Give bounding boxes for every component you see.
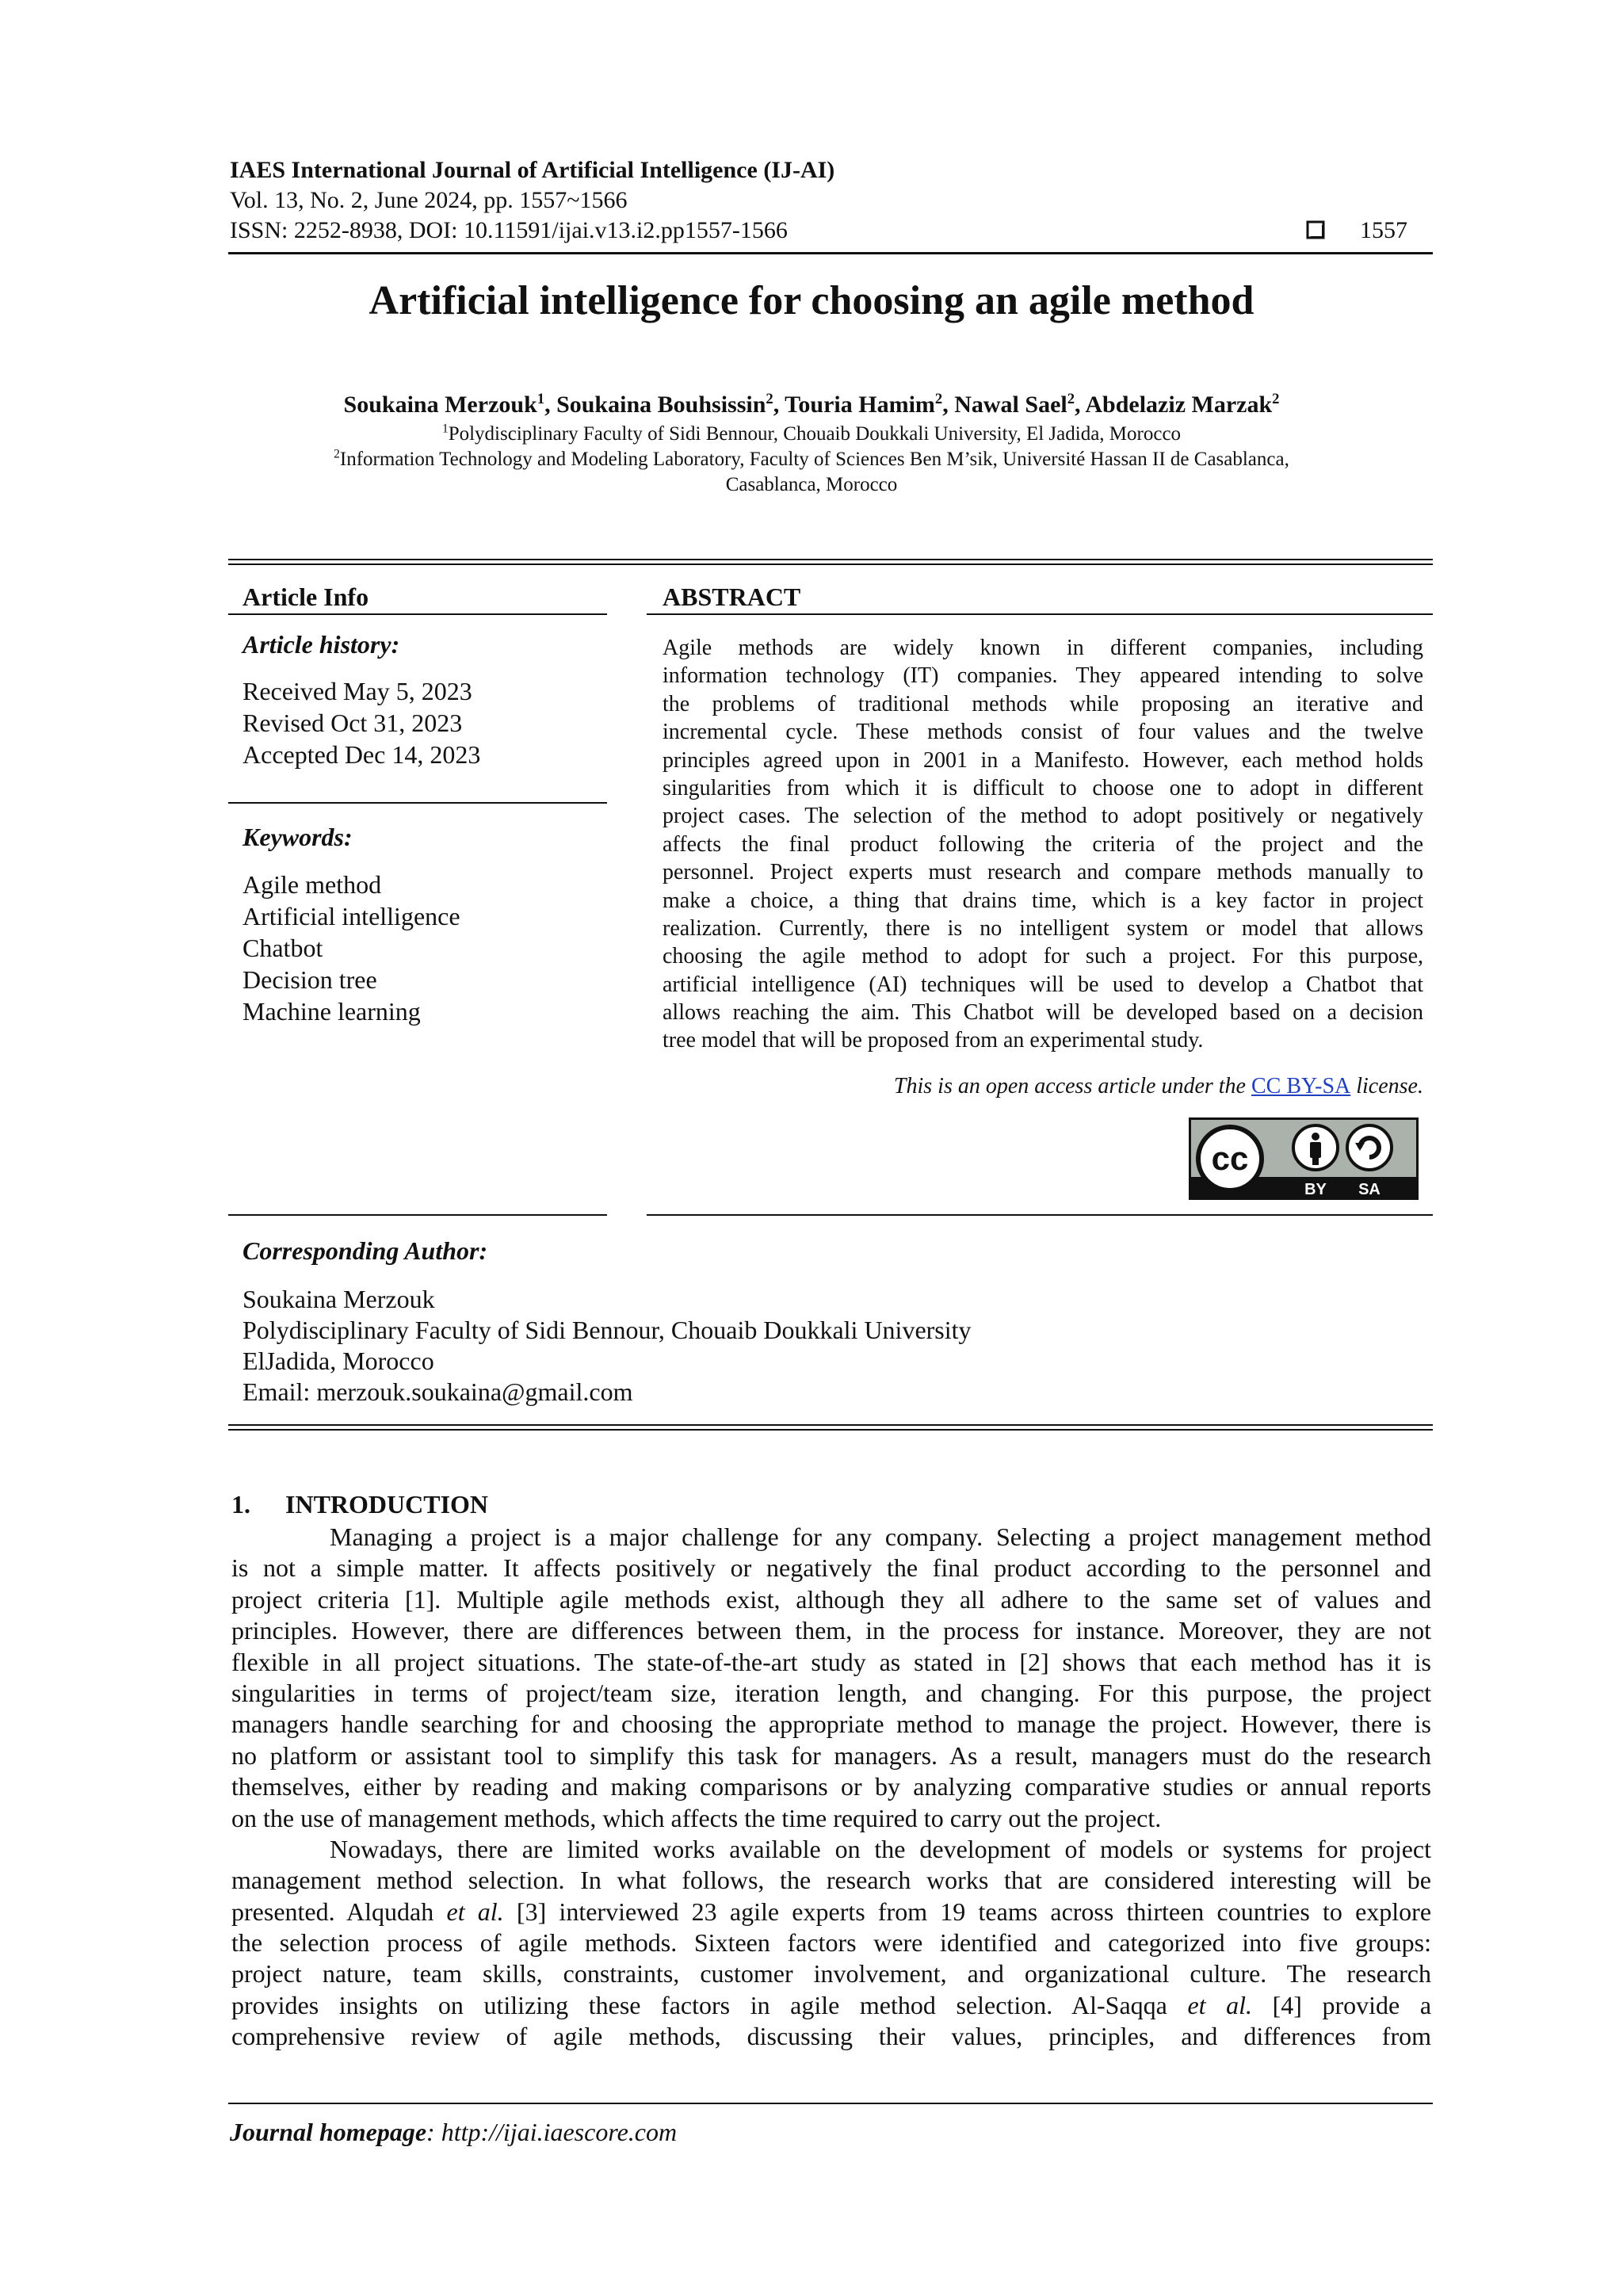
affiliation-mark: 2 bbox=[334, 447, 340, 461]
author-aff-mark: 2 bbox=[1272, 391, 1280, 407]
author-aff-mark: 2 bbox=[934, 391, 943, 407]
journal-volume: Vol. 13, No. 2, June 2024, pp. 1557~1566 bbox=[230, 187, 628, 213]
body-line: principles. However, there are differences between them, in the process for instance. Moreover, they are not bbox=[231, 1616, 1431, 1645]
journal-homepage bbox=[230, 2118, 677, 2147]
abstract-line: project cases. The selection of the method to adopt positively or negatively bbox=[663, 804, 1423, 829]
info-box-bottom-rule bbox=[228, 1424, 1433, 1426]
et-al: et al. bbox=[1187, 1990, 1253, 2019]
abstract-line: information technology (IT) companies. They appeared intending to solve bbox=[663, 663, 1423, 689]
body-text: [3] interviewed 23 agile experts from 19 teams across thirteen countries to explore bbox=[516, 1897, 1432, 1926]
license-prefix: This is an open access article under the bbox=[893, 1074, 1246, 1098]
body-line: is not a simple matter. It affects positively or negatively the final product according to the personnel and bbox=[231, 1553, 1431, 1583]
author-name: Soukaina Bouhsissin bbox=[556, 392, 766, 418]
author-name: Touria Hamim bbox=[785, 392, 935, 418]
received-date: Received May 5, 2023 bbox=[242, 677, 472, 705]
license-suffix: license. bbox=[1356, 1074, 1423, 1098]
article-history-heading: Article history: bbox=[242, 630, 400, 659]
license-notice bbox=[894, 1074, 1423, 1099]
info-box-top-rule bbox=[228, 559, 1433, 560]
abstract-heading: ABSTRACT bbox=[663, 583, 801, 611]
body-text: [4] provide a bbox=[1272, 1990, 1432, 2019]
body-line: the selection process of agile methods. Sixteen factors were identified and categorized into five groups: bbox=[231, 1928, 1431, 1958]
attribution-person-icon bbox=[1293, 1125, 1338, 1170]
body-line: singularities in terms of project/team size, iteration length, and changing. For this purpose, the project bbox=[231, 1678, 1431, 1707]
journal-issn: ISSN: 2252-8938, DOI: 10.11591/ijai.v13.i2.pp1557-1566 bbox=[230, 217, 788, 243]
abstract-line: principles agreed upon in 2001 in a Manifesto. However, each method holds bbox=[663, 747, 1423, 773]
author-aff-mark: 1 bbox=[537, 391, 545, 407]
introduction-body bbox=[231, 1522, 1431, 2053]
affiliation-mark: 1 bbox=[441, 422, 449, 436]
abstract-line: affects the final product following the criteria of the project and the bbox=[663, 831, 1423, 857]
et-al: et al. bbox=[446, 1897, 504, 1926]
abstract-rule bbox=[647, 613, 1433, 615]
keyword-item: Machine learning bbox=[242, 997, 421, 1026]
author-name: Abdelaziz Marzak bbox=[1085, 392, 1273, 418]
affiliation-1 bbox=[0, 422, 1623, 447]
author-list: Soukaina Merzouk$^1$, Soukaina Bouhsissin$^2$, Touria Hamim$^2$, Nawal Sael$^2$, Abdelaziz Marzak$^2$ bbox=[343, 391, 1280, 418]
affiliation-2-cont: Casablanca, Morocco bbox=[725, 474, 898, 495]
keyword-item: Agile method bbox=[242, 870, 382, 899]
body-text: presented. Alqudah bbox=[231, 1897, 434, 1926]
corresponding-author-location: ElJadida, Morocco bbox=[242, 1347, 434, 1375]
abstract-line: singularities from which it is difficult to choose one to adopt in different bbox=[663, 775, 1423, 800]
corresponding-author-heading: Corresponding Author: bbox=[242, 1236, 488, 1265]
body-text: provides insights on utilizing these factors in agile method selection. Al-Saqqa bbox=[231, 1990, 1167, 2019]
abstract-line: artificial intelligence (AI) techniques will be used to develop a Chatbot that bbox=[663, 972, 1423, 997]
info-box-bottom-rule-2 bbox=[228, 1429, 1433, 1431]
section-heading-introduction bbox=[231, 1490, 488, 1519]
corresponding-author-affiliation: Polydisciplinary Faculty of Sidi Bennour, Chouaib Doukkali University bbox=[242, 1316, 972, 1344]
affiliation-2 bbox=[0, 447, 1623, 472]
body-line: Managing a project is a major challenge for any company. Selecting a project management method bbox=[330, 1522, 1431, 1551]
keyword-item: Artificial intelligence bbox=[242, 902, 460, 930]
abstract-line: make a choice, a thing that drains time, which is a key factor in project bbox=[663, 888, 1423, 913]
body-line: themselves, either by reading and making comparisons or by analyzing comparative studies or annual reports bbox=[231, 1772, 1431, 1801]
sa-label: SA bbox=[1358, 1181, 1381, 1198]
body-line bbox=[231, 1990, 1431, 2021]
article-info-heading: Article Info bbox=[242, 583, 369, 611]
page-number: 1557 bbox=[1360, 217, 1407, 243]
body-line: project criteria [1]. Multiple agile methods exist, although they all adhere to the same set of values and bbox=[231, 1584, 1431, 1614]
body-line: management method selection. In what follows, the research works that are considered interesting will be bbox=[231, 1866, 1431, 1895]
body-line: Nowadays, there are limited works available on the development of models or systems for project bbox=[330, 1834, 1431, 1863]
body-line: on the use of management methods, which affects the time required to carry out the project. bbox=[231, 1803, 1162, 1832]
cc-by-sa-badge[interactable] bbox=[1189, 1117, 1419, 1200]
keywords-rule bbox=[228, 802, 607, 804]
right-column-bottom-rule bbox=[647, 1214, 1433, 1216]
keyword-item: Decision tree bbox=[242, 965, 377, 994]
abstract-line: allows reaching the aim. This Chatbot will be developed based on a decision bbox=[663, 1000, 1423, 1026]
abstract-line: the problems of traditional methods while proposing an iterative and bbox=[663, 691, 1423, 716]
body-line: flexible in all project situations. The state-of-the-art study as stated in [2] shows that each method has it is bbox=[231, 1647, 1431, 1676]
journal-name: IAES International Journal of Artificial Intelligence (IJ-AI) bbox=[230, 157, 835, 183]
info-box-top-rule-2 bbox=[228, 563, 1433, 565]
body-line: project nature, team skills, constraints, customer involvement, and organizational culture. The research bbox=[231, 1959, 1431, 1988]
abstract-line: tree model that will be proposed from an experimental study. bbox=[663, 1028, 1204, 1053]
body-line: comprehensive review of agile methods, discussing their values, principles, and differences from bbox=[231, 2022, 1431, 2051]
keywords-heading: Keywords: bbox=[242, 823, 353, 851]
left-column-bottom-rule bbox=[228, 1214, 607, 1216]
paper-title: Artificial intelligence for choosing an agile method bbox=[369, 278, 1254, 323]
keyword-item: Chatbot bbox=[242, 934, 323, 962]
author-aff-mark: 2 bbox=[766, 391, 773, 407]
revised-date: Revised Oct 31, 2023 bbox=[242, 709, 463, 737]
affiliation-text: Information Technology and Modeling Laboratory, Faculty of Sciences Ben M’sik, Université Hassan II de Casablanca, bbox=[339, 449, 1289, 470]
corresponding-author-email: Email: merzouk.soukaina@gmail.com bbox=[242, 1377, 633, 1406]
section-number: 1. bbox=[231, 1490, 250, 1519]
author-name: Nawal Sael bbox=[954, 392, 1067, 418]
abstract-line: choosing the agile method to adopt for such a project. For this purpose, bbox=[663, 944, 1423, 969]
abstract-line: personnel. Project experts must research and compare methods manually to bbox=[663, 860, 1423, 885]
body-line: managers handle searching for and choosing the appropriate method to manage the project. However, there is bbox=[231, 1710, 1431, 1739]
footer-rule bbox=[228, 2103, 1433, 2104]
abstract-body bbox=[663, 634, 1423, 1055]
abstract-line: Agile methods are widely known in different companies, including bbox=[663, 636, 1423, 660]
abstract-line: realization. Currently, there is no intelligent system or model that allows bbox=[663, 915, 1423, 941]
body-line: no platform or assistant tool to simplify this task for managers. As a result, managers must do the research bbox=[231, 1740, 1431, 1770]
author-aff-mark: 2 bbox=[1067, 391, 1075, 407]
cc-badge-text: cc bbox=[1211, 1140, 1249, 1177]
affiliation-text: Polydisciplinary Faculty of Sidi Bennour, Chouaib Doukkali University, El Jadida, Morocco bbox=[448, 423, 1182, 445]
share-alike-icon bbox=[1347, 1125, 1392, 1170]
author-name: Soukaina Merzouk bbox=[343, 392, 537, 418]
by-label: BY bbox=[1304, 1181, 1327, 1198]
body-line bbox=[231, 1897, 1431, 1927]
abstract-line: incremental cycle. These methods consist of four values and the twelve bbox=[663, 720, 1423, 745]
square-bullet-icon bbox=[1306, 220, 1325, 239]
homepage-label: Journal homepage bbox=[230, 2118, 427, 2146]
corresponding-author-name: Soukaina Merzouk bbox=[242, 1285, 435, 1313]
section-title: INTRODUCTION bbox=[285, 1490, 489, 1519]
accepted-date: Accepted Dec 14, 2023 bbox=[242, 740, 481, 769]
cc-icon bbox=[1198, 1127, 1262, 1190]
cc-by-sa-link[interactable]: CC BY-SA bbox=[1251, 1074, 1351, 1098]
article-info-rule bbox=[228, 613, 607, 615]
homepage-url[interactable]: : http://ijai.iaescore.com bbox=[426, 2118, 678, 2146]
header-rule bbox=[228, 252, 1433, 254]
